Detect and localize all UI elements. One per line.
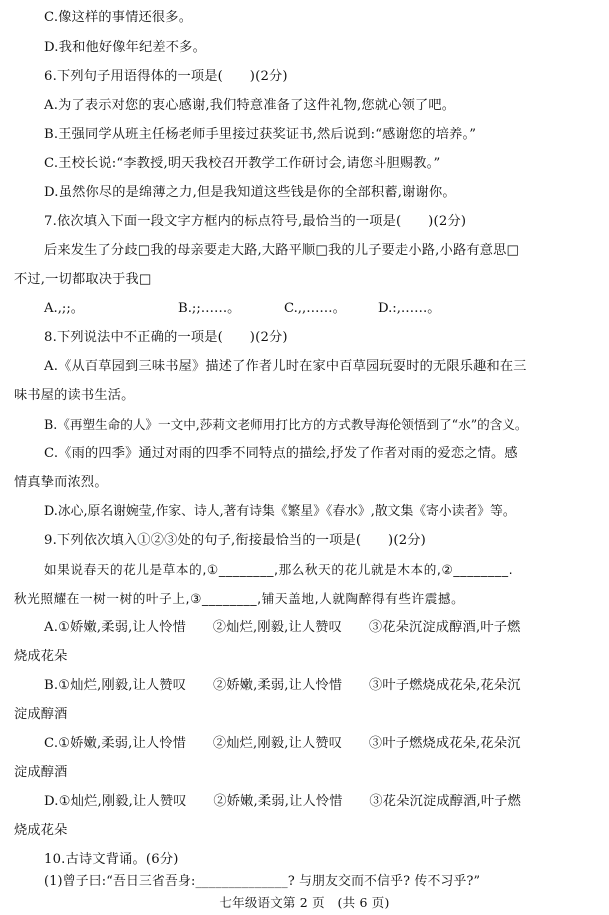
q6-option-b: B.王强同学从班主任杨老师手里接过获奖证书,然后说到:“感谢您的培养。” — [44, 127, 477, 142]
q9-option-b-line-1: B.①灿烂,刚毅,让人赞叹 ②娇嫩,柔弱,让人怜惜 ③叶子燃烧成花朵,花朵沉 — [44, 678, 521, 693]
q8-option-d: D.冰心,原名谢婉莹,作家、诗人,著有诗集《繁星》《春水》,散文集《寄小读者》等。 — [44, 504, 516, 519]
q9-option-d-line-2: 烧成花朵 — [14, 823, 68, 838]
q7-option-d: D.:,……。 — [378, 301, 441, 316]
q10-stem: 10.古诗文背诵。(6分) — [44, 852, 179, 867]
q7-stem: 7.依次填入下面一段文字方框内的标点符号,最恰当的一项是( )(2分) — [44, 214, 467, 229]
q7-option-b: B.;;……。 — [178, 301, 241, 316]
q9-stem: 9.下列依次填入①②③处的句子,衔接最恰当的一项是( )(2分) — [44, 533, 427, 548]
q9-option-c-line-2: 淀成醇酒 — [14, 765, 68, 780]
q8-stem: 8.下列说法中不正确的一项是( )(2分) — [44, 330, 288, 345]
q8-option-a-line-1: A.《从百草园到三味书屋》描述了作者儿时在家中百草园玩耍时的无限乐趣和在三 — [44, 359, 527, 374]
q7-option-a: A.,;;。 — [44, 301, 84, 316]
q5-option-c: C.像这样的事情还很多。 — [44, 10, 193, 25]
q8-option-c-line-1: C.《雨的四季》通过对雨的四季不同特点的描绘,抒发了作者对雨的爱恋之情。感 — [44, 446, 518, 461]
q6-stem: 6.下列句子用语得体的一项是( )(2分) — [44, 69, 288, 84]
q9-option-a-line-1: A.①娇嫩,柔弱,让人怜惜 ②灿烂,刚毅,让人赞叹 ③花朵沉淀成醇酒,叶子燃 — [44, 620, 521, 635]
q7-option-c: C.,,……。 — [284, 301, 346, 316]
q6-option-d: D.虽然你尽的是绵薄之力,但是我知道这些钱是你的全部积蓄,谢谢你。 — [44, 185, 456, 200]
q8-option-b: B.《再塑生命的人》一文中,莎莉文老师用打比方的方式教导海伦领悟到了“水”的含义。 — [44, 417, 528, 432]
q5-option-d: D.我和他好像年纪差不多。 — [44, 40, 206, 55]
q7-passage-line-1: 后来发生了分歧□我的母亲要走大路,大路平顺□我的儿子要走小路,小路有意思□ — [44, 243, 520, 258]
q8-option-c-line-2: 情真挚而浓烈。 — [14, 475, 108, 490]
q9-option-b-line-2: 淀成醇酒 — [14, 707, 68, 722]
q7-passage-line-2: 不过,一切都取决于我□ — [14, 272, 152, 287]
q9-option-a-line-2: 烧成花朵 — [14, 649, 68, 664]
q8-option-a-line-2: 味书屋的读书生活。 — [14, 388, 135, 403]
q6-option-c: C.王校长说:“李教授,明天我校召开教学工作研讨会,请您斗胆赐教。” — [44, 156, 441, 171]
q9-passage-line-2: 秋光照耀在一树一树的叶子上,③________,铺天盖地,人就陶醉得有些许震撼。 — [14, 591, 465, 606]
q9-option-c-line-1: C.①娇嫩,柔弱,让人怜惜 ②灿烂,刚毅,让人赞叹 ③叶子燃烧成花朵,花朵沉 — [44, 736, 521, 751]
q9-option-d-line-1: D.①灿烂,刚毅,让人赞叹 ②娇嫩,柔弱,让人怜惜 ③花朵沉淀成醇酒,叶子燃 — [44, 794, 522, 809]
q10-item-1: (1)曾子曰:“吾日三省吾身:______________? 与朋友交而不信乎? 传不习乎?” — [44, 874, 481, 889]
q6-option-a: A.为了表示对您的衷心感谢,我们特意准备了这件礼物,您就心领了吧。 — [44, 98, 456, 113]
q9-passage-line-1: 如果说春天的花儿是草本的,①________,那么秋天的花儿就是木本的,②________. — [44, 562, 514, 577]
page-footer: 七年级语文第 2 页 (共 6 页) — [219, 895, 390, 910]
